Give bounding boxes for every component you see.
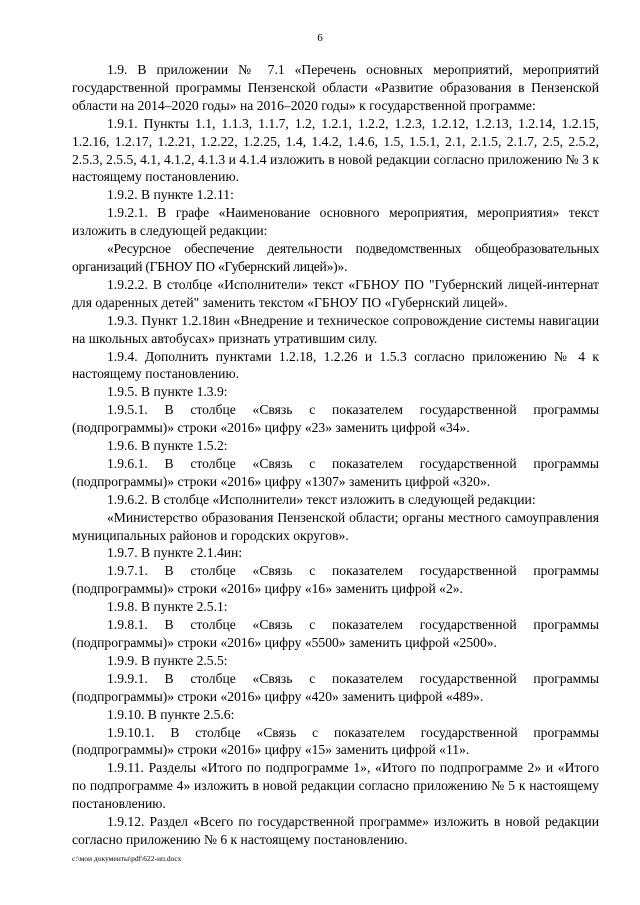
paragraph-1-9-6: 1.9.6. В пункте 1.5.2: [107,438,228,454]
paragraph-1-9-2-2: 1.9.2.2. В столбце «Исполнители» текст «ГБНОУ ПО "Губернский лицей-интернат для одаренных детей" заменить текстом «ГБНОУ ПО «Губернский лицей». [72,276,599,310]
paragraph-1-9-2: 1.9.2. В пункте 1.2.11: [107,187,234,203]
quoted-text-ministry: «Министерство образования Пензенской области; органы местного самоуправления муниципальных районов и городских округов». [72,509,599,543]
document-body [72,61,599,849]
paragraph-1-9-7: 1.9.7. В пункте 2.1.4ин: [107,545,243,561]
paragraph-1-9-5: 1.9.5. В пункте 1.3.9: [107,384,228,400]
paragraph-1-9-11: 1.9.11. Разделы «Итого по подпрограмме 1», «Итого по подпрограмме 2» и «Итого по подпрограмме 4» изложить в новой редакции согласно приложению № 5 к настоящему постановлению. [72,760,599,812]
paragraph-1-9-10-1: 1.9.10.1. В столбце «Связь с показателем государственной программы (подпрограммы)» строки «2016» цифру «15» заменить цифрой «11». [72,724,599,758]
paragraph-1-9-10: 1.9.10. В пункте 2.5.6: [107,706,235,722]
paragraph-1-9: 1.9. В приложении № 7.1 «Перечень основных мероприятий, мероприятий государственной программы Пензенской области «Развитие образования в Пензенской области на 2014–2020 годы» на 2016–2020 годы» к государственной программе: [72,62,599,113]
paragraph-1-9-9-1: 1.9.9.1. В столбце «Связь с показателем государственной программы (подпрограммы)» строки «2016» цифру «420» заменить цифрой «489». [72,670,599,704]
quoted-text-resource-support: «Ресурсное обеспечение деятельности подведомственных общеобразовательных организаций (ГБНОУ ПО «Губернский лицей»)». [72,241,599,274]
paragraph-1-9-2-1: 1.9.2.1. В графе «Наименование основного мероприятия, мероприятия» текст изложить в следующей редакции: [72,205,599,239]
paragraph-1-9-1: 1.9.1. Пункты 1.1, 1.1.3, 1.1.7, 1.2, 1.2.1, 1.2.2, 1.2.3, 1.2.12, 1.2.13, 1.2.14, 1.2.15, 1.2.16, 1.2.17, 1.2.21, 1.2.22, 1.2.25, 1.4, 1.4.2, 1.4.6, 1.5, 1.5.1, 2.1, 2.1.5, 2.1.7, 2.5, 2.5.2, 2.5.3, 2.5.5, 4.1, 4.1.2, 4.1.3 и 4.1.4 изложить в новой редакции согласно приложению № 3 к настоящему постановлению. [72,115,599,185]
paragraph-1-9-8: 1.9.8. В пункте 2.5.1: [107,599,228,615]
paragraph-1-9-3: 1.9.3. Пункт 1.2.18ин «Внедрение и техническое сопровождение системы навигации на школьных автобусах» признать утратившим силу. [72,312,599,346]
paragraph-1-9-6-1: 1.9.6.1. В столбце «Связь с показателем государственной программы (подпрограммы)» строки «2016» цифру «1307» заменить цифрой «320». [72,455,599,489]
page-number: 6 [317,32,323,44]
paragraph-1-9-8-1: 1.9.8.1. В столбце «Связь с показателем государственной программы (подпрограммы)» строки «2016» цифру «5500» заменить цифрой «2500». [72,617,599,650]
paragraph-1-9-7-1: 1.9.7.1. В столбце «Связь с показателем государственной программы (подпрограммы)» строки «2016» цифру «16» заменить цифрой «2». [72,563,599,597]
paragraph-1-9-4: 1.9.4. Дополнить пунктами 1.2.18, 1.2.26 и 1.5.3 согласно приложению № 4 к настоящему постановлению. [72,348,599,382]
paragraph-1-9-9: 1.9.9. В пункте 2.5.5: [107,652,228,668]
file-path-footer: c:\мои документы\pdf\622-ип.docx [72,854,182,863]
paragraph-1-9-12: 1.9.12. Раздел «Всего по государственной программе» изложить в новой редакции согласно приложению № 6 к настоящему постановлению. [72,814,599,847]
paragraph-1-9-6-2: 1.9.6.2. В столбце «Исполнители» текст изложить в следующей редакции: [107,491,536,507]
paragraph-1-9-5-1: 1.9.5.1. В столбце «Связь с показателем государственной программы (подпрограммы)» строки «2016» цифру «23» заменить цифрой «34». [72,402,599,436]
